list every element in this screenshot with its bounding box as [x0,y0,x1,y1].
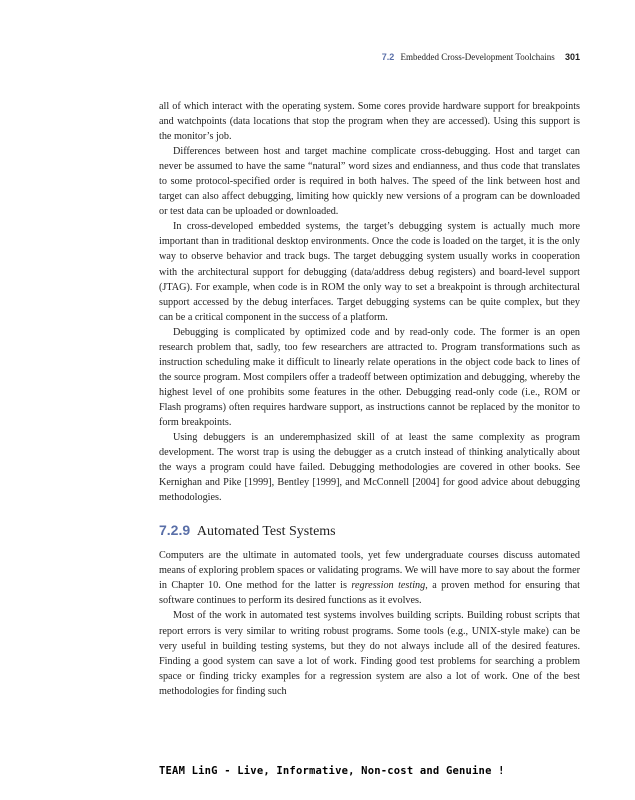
paragraph-text: Computers are the ultimate in automated tools, yet few undergraduate courses discuss automated means of exploring problem spaces or validating programs. We will have more to say about the former in Chapter 10. One method for the latter is [159,550,580,592]
paragraph: Differences between host and target machine complicate cross-debugging. Host and target can never be assumed to have the same “natural” word sizes and endianness, and thus code that translates to some protocol-specified order is required in both halves. The speed of the link between host and target can also affect debugging, limiting how quickly new versions of a program can be downloaded or test data can be uploaded or downloaded. [159,146,580,218]
body-text [159,99,580,699]
paragraph: Using debuggers is an underemphasized skill of at least the same complexity as program development. The worst trap is using the debugger as a crutch instead of thinking analytically about the ways a program could have failed. Debugging methodologies are covered in other books. See Kernighan and Pike [1999], Bentley [1999], and McConnell [2004] for good advice about debugging methodologies. [159,432,580,504]
paragraph: Debugging is complicated by optimized code and by read-only code. The former is an open research problem that, sadly, too few researchers are attracted to. Program transformations such as instruction scheduling make it difficult to linearly relate operations in the object code back to lines of the source program. Most compilers offer a tradeoff between optimization and debugging, whereby the highest level of one prohibits some features in the other. Debugging read-only code (i.e., ROM or Flash programs) often requires hardware support, as instructions cannot be replaced by the monitor to form breakpoints. [159,326,580,428]
subsection-number: 7.2.9 [159,522,191,539]
paragraph: all of which interact with the operating system. Some cores provide hardware support for breakpoints and watchpoints (data locations that stop the program when they are accessed). Using this support is the monitor’s job. [159,101,580,143]
page-number: 301 [564,52,580,62]
running-head [159,52,580,62]
subsection-title: Automated Test Systems [196,524,336,540]
footer-banner: TEAM LinG - Live, Informative, Non-cost and Genuine ! [159,765,505,777]
emphasized-term: regression testing [351,580,426,592]
paragraph: Most of the work in automated test systems involves building scripts. Building robust scripts that report errors is very similar to writing robust programs. Some tools (e.g., UNIX-style make) can be very useful in building testing systems, but they do not always include all of the desired features. Finding a good system can save a lot of work. Finding good test problems for searching a problem space or finding tricky examples for a regression system are also a lot of work. One of the best methodologies for finding such [159,610,580,697]
running-head-section-title: Embedded Cross-Development Toolchains [400,52,555,62]
paragraph-text: , a proven method for ensuring that software continues to perform its desired functions as it evolves. [159,580,581,607]
paragraph: In cross-developed embedded systems, the target’s debugging system is actually much more important than in traditional desktop environments. Once the code is loaded on the target, it is the only way to observe behavior and track bugs. The target debugging system usually works in cooperation with the architectural support for debugging (data/address debug registers) and board-level support (JTAG). For example, when code is in ROM the only way to set a breakpoint is through architectural support accessed by the debug interfaces. Target debugging systems can be quite complex, but they can be a critical component in the success of a platform. [159,221,580,323]
running-head-section-number: 7.2 [381,52,395,62]
subsection-heading [159,521,580,541]
paragraph [159,548,580,608]
